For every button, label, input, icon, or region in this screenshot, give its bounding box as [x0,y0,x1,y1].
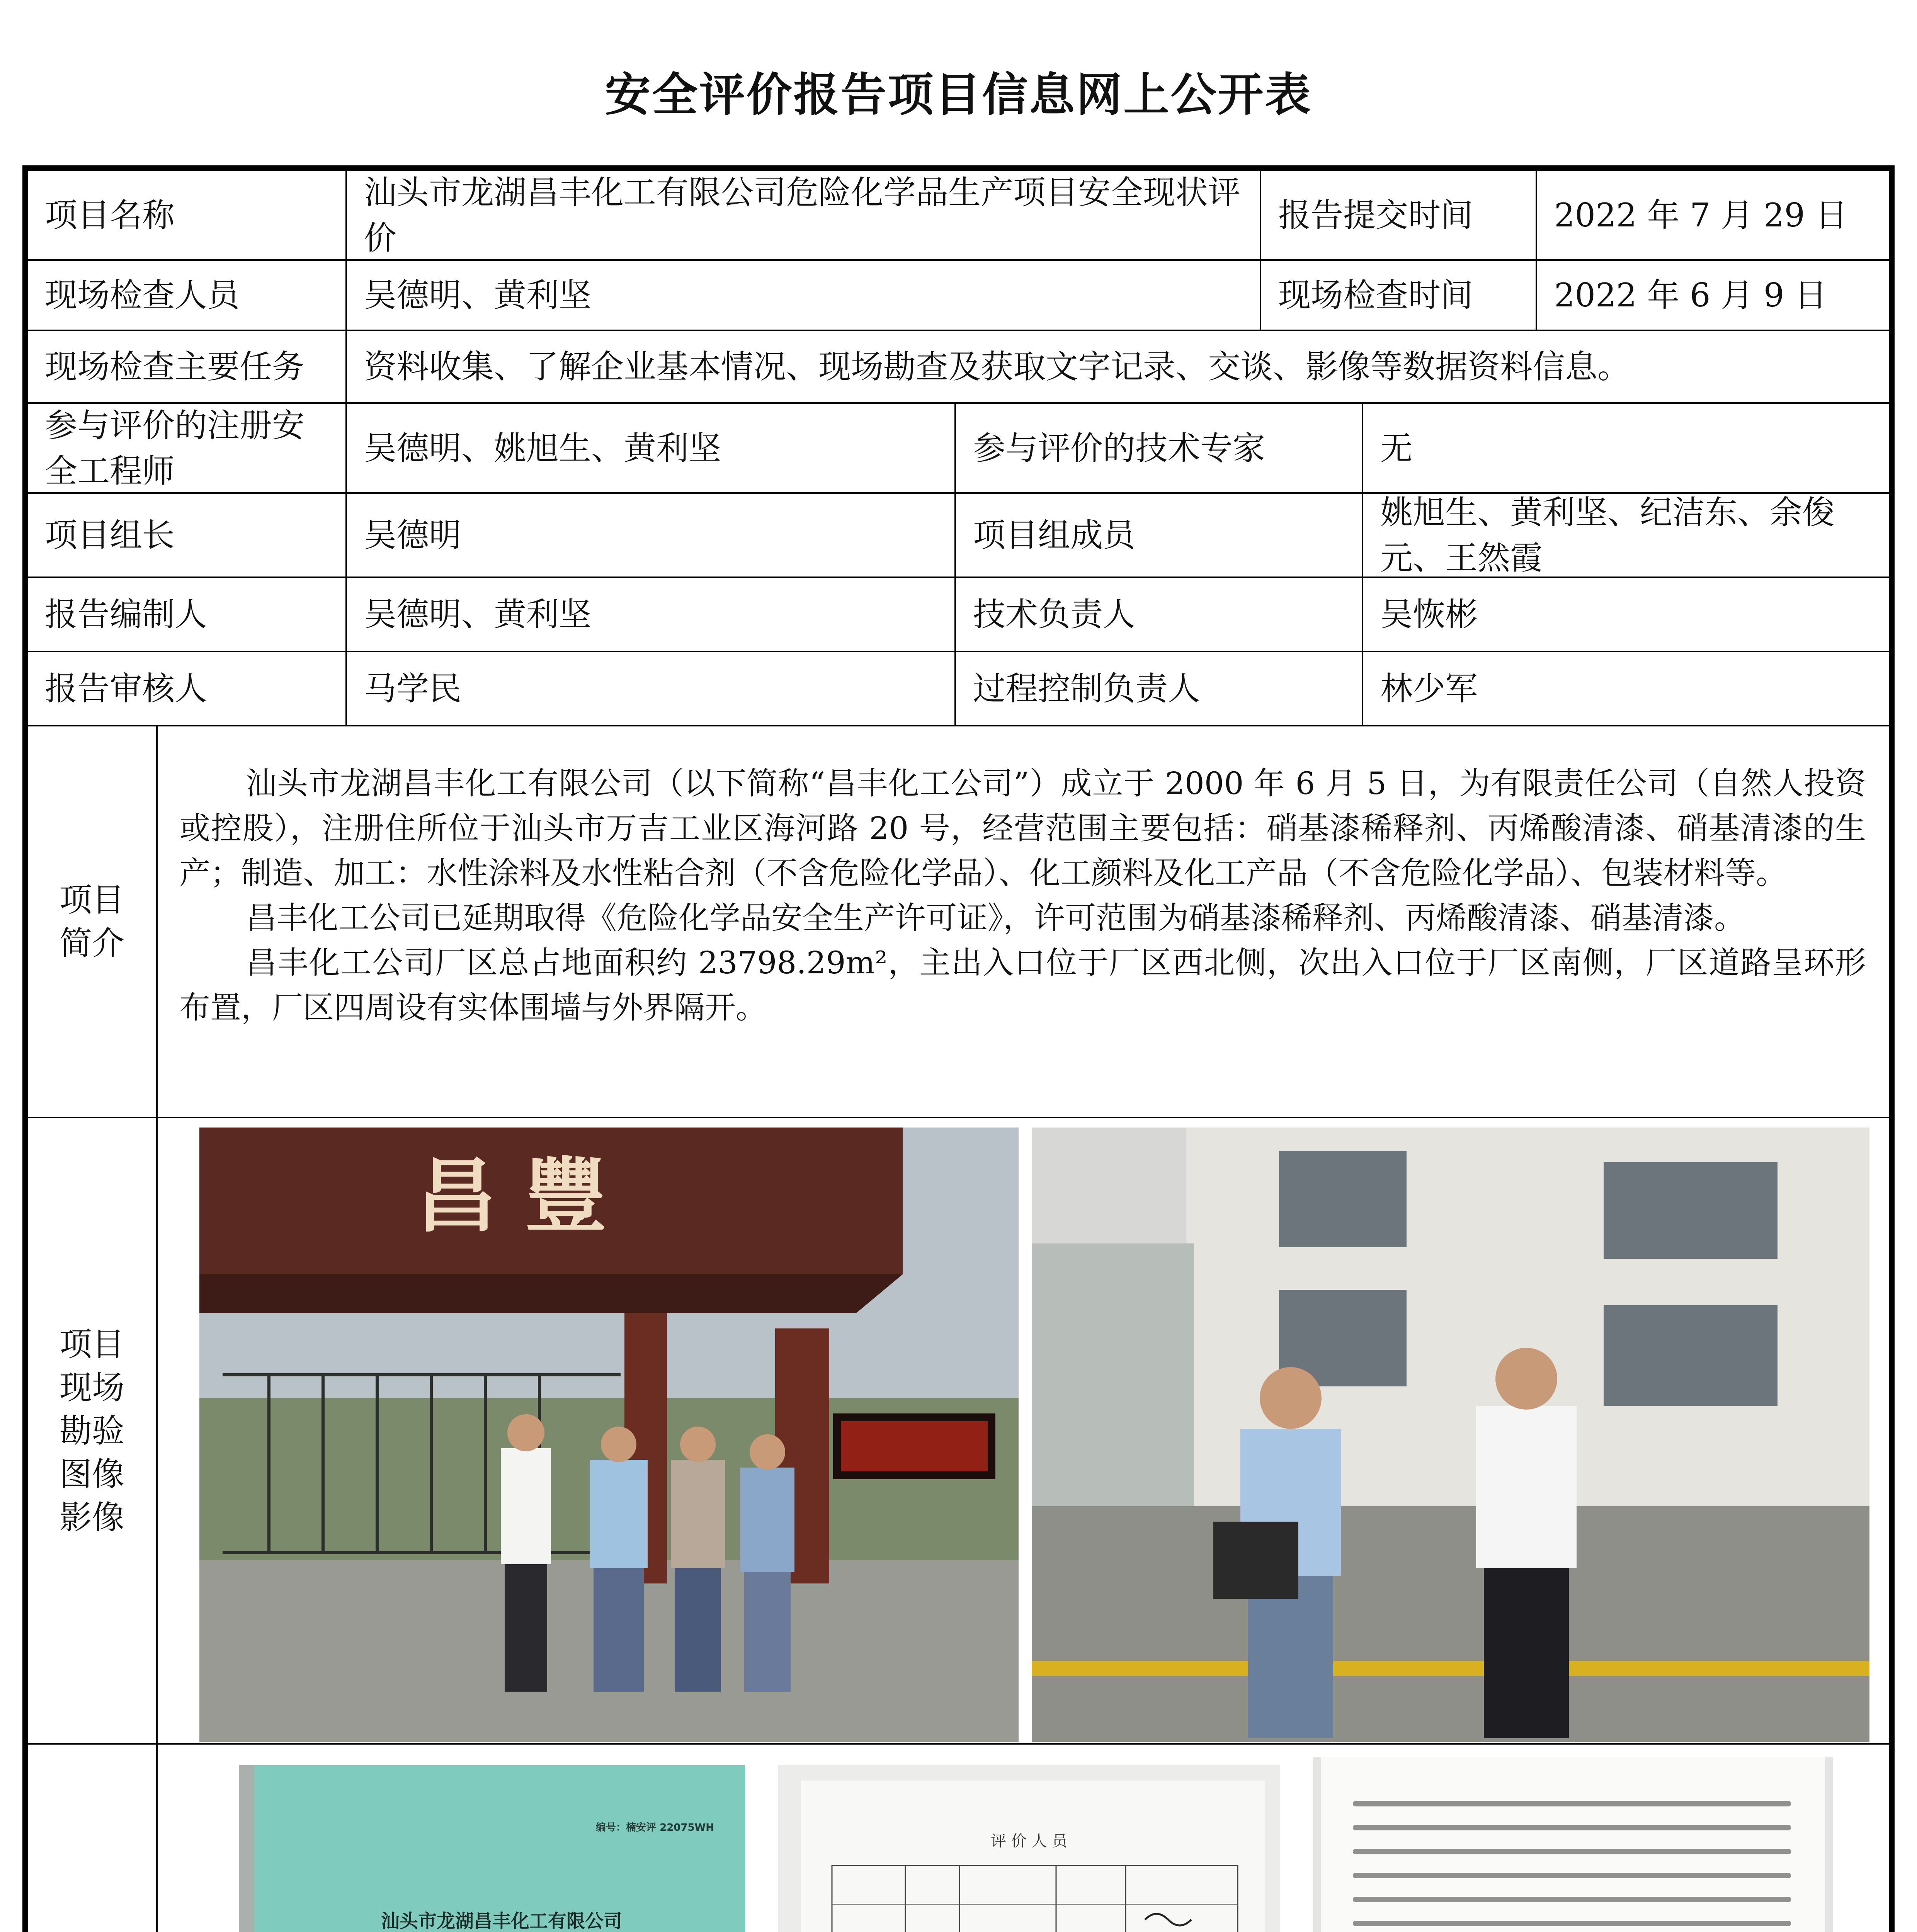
site-label-line: 现场 [59,1368,124,1406]
intro-body [156,725,1891,1118]
report-personnel-image [778,1765,1280,1932]
intro-label [26,725,158,1118]
leader-label: 项目组长 [26,492,347,578]
report-cover-image [239,1765,745,1932]
site-label [26,1117,158,1745]
site-photo-gate [199,1128,1019,1742]
site-label-line: 图像 [59,1455,124,1493]
project-name-label: 项目名称 [26,169,347,261]
tech-lead-value: 吴恢彬 [1362,577,1891,652]
compiler-value: 吴德明、黄利坚 [345,577,956,652]
inspection-time-value: 2022 年 6 月 9 日 [1536,259,1891,331]
process-lead-value: 林少军 [1362,651,1891,726]
process-lead-label: 过程控制负责人 [954,651,1363,726]
experts-value: 无 [1362,402,1891,494]
intro-paragraph: 昌丰化工公司厂区总占地面积约 23798.29m²，主出入口位于厂区西北侧，次出入口位于厂区南侧，厂区道路呈环形布置，厂区四周设有实体围墙与外界隔开。 [179,945,1866,1026]
cover-company: 汕头市龙湖昌丰化工有限公司 [381,1910,623,1932]
report-conclusion-image [1313,1757,1833,1932]
leader-value: 吴德明 [345,492,956,578]
intro-label-line: 项目 [59,881,124,919]
building-photo-image [1032,1128,1869,1742]
gate-photo-image [199,1128,1019,1742]
info-table [22,165,1895,1932]
page-title: 安全评价报告项目信息网上公开表 [605,68,1312,121]
intro-paragraph: 汕头市龙湖昌丰化工有限公司（以下简称“昌丰化工公司”）成立于 2000 年 6 月 5 日，为有限责任公司（自然人投资或控股），注册住所位于汕头市万吉工业区海河路 20 号，经营范围主要包括：硝基漆稀释剂、丙烯酸清漆、硝基清漆的生产；制造、加工：水性涂料及水性粘合剂（不含危险化学品）、化工颜料及化工产品（不含危险化学品）、包装材料等。 [179,765,1866,891]
site-photo-building [1032,1128,1869,1742]
project-name-value: 汕头市龙湖昌丰化工有限公司危险化学品生产项目安全现状评价 [345,169,1261,261]
inspection-time-label: 现场检查时间 [1260,259,1537,331]
compiler-label: 报告编制人 [26,577,347,652]
submit-time-label: 报告提交时间 [1260,169,1537,261]
report-personnel-page [778,1765,1280,1932]
intro-label-line: 简介 [59,924,124,962]
inspectors-value: 吴德明、黄利坚 [345,259,1261,331]
personnel-title: 评 价 人 员 [990,1832,1068,1850]
intro-paragraph: 昌丰化工公司已延期取得《危险化学品安全生产许可证》，许可范围为硝基漆稀释剂、丙烯酸清漆、硝基清漆。 [246,900,1745,936]
reviewer-value: 马学民 [345,651,956,726]
report-cover-page [239,1765,745,1932]
inspectors-label: 现场检查人员 [26,259,347,331]
tech-lead-label: 技术负责人 [954,577,1363,652]
submit-time-value: 2022 年 7 月 29 日 [1536,169,1891,261]
report-label [26,1743,158,1932]
cover-number: 编号：楠安评 22075WH [596,1822,714,1833]
report-conclusion-page [1313,1757,1833,1932]
gate-sign-text: 昌 豐 [416,1148,607,1243]
engineers-label: 参与评价的注册安全工程师 [26,402,347,494]
members-label: 项目组成员 [954,492,1363,578]
site-label-line: 勘验 [59,1412,124,1450]
engineers-value: 吴德明、姚旭生、黄利坚 [345,402,956,494]
site-label-line: 影像 [59,1498,124,1536]
experts-label: 参与评价的技术专家 [954,402,1363,494]
main-task-value: 资料收集、了解企业基本情况、现场勘查及获取文字记录、交谈、影像等数据资料信息。 [345,330,1891,404]
site-label-line: 项目 [59,1325,124,1363]
main-task-label: 现场检查主要任务 [26,330,347,404]
members-value: 姚旭生、黄利坚、纪洁东、余俊元、王然霞 [1362,492,1891,578]
reviewer-label: 报告审核人 [26,651,347,726]
